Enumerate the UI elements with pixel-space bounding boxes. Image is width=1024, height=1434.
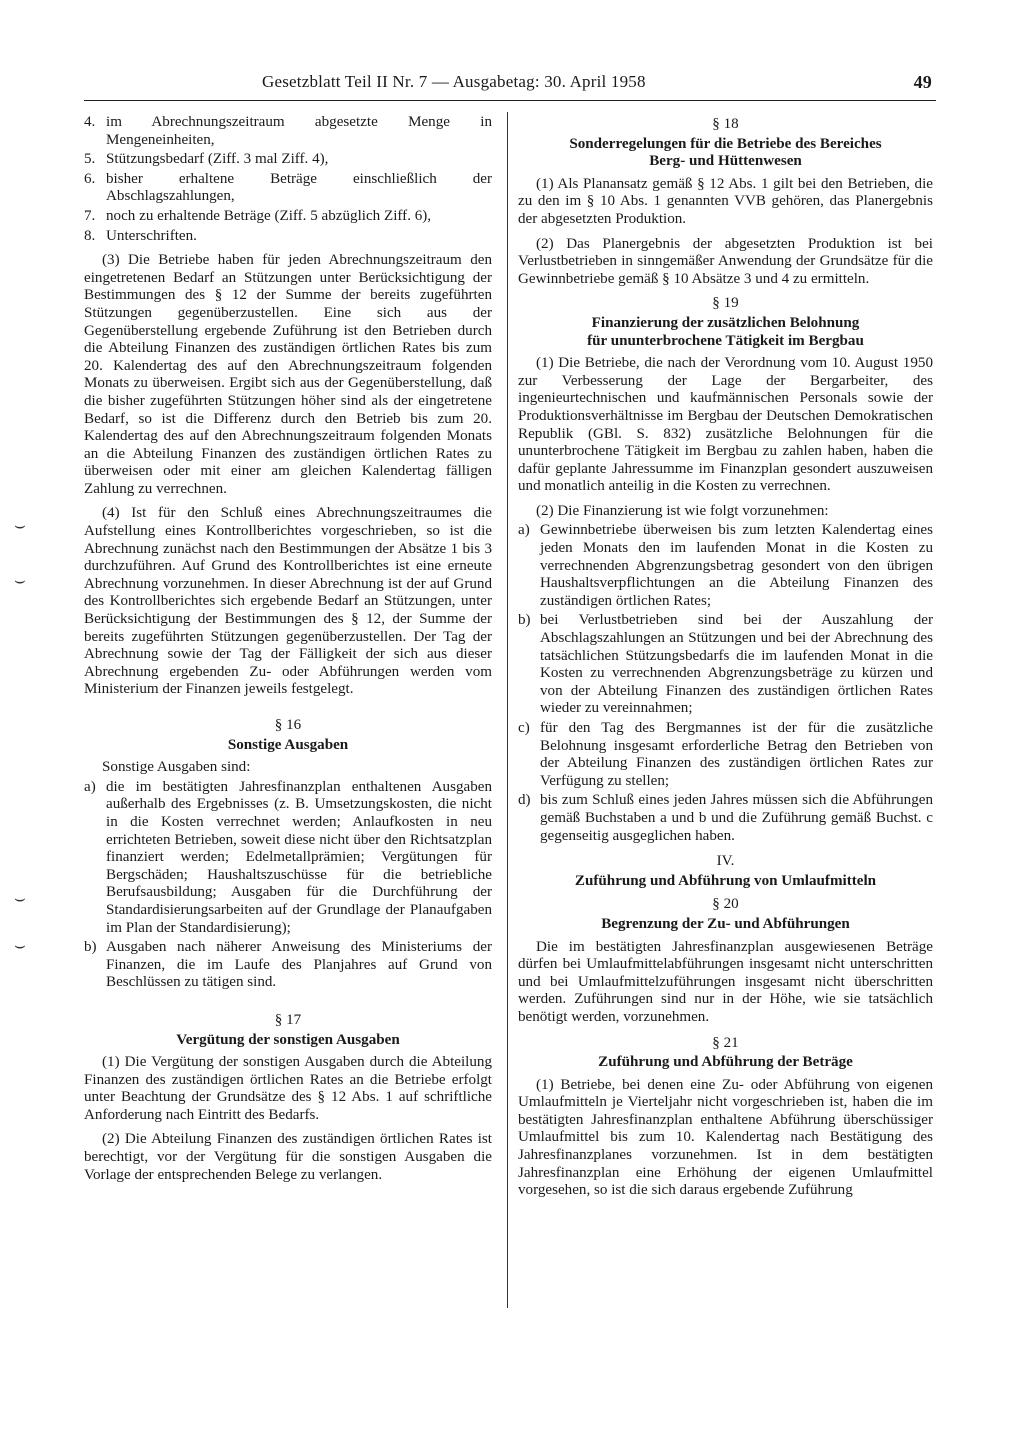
item-label: d) [518, 792, 531, 809]
section-19-item-a [518, 522, 933, 610]
section-17-number: § 17 [274, 1011, 302, 1028]
item-label: b) [518, 612, 531, 629]
item-text: die im bestätigten Jahresfinanzplan enthaltenen Ausgaben außerhalb des Ergebnisses (z. B. Umsetzungskosten, die nicht in die Kosten verrechnet werden; Anlaufkosten in neu errichteten Betrieben, soweit diese nicht über den Richtsatzplan finanziert werden; Edelmetallprämien; Vergütungen für Bergschäden; Haushaltszuschüsse für die betriebliche Berufsausbildung; Ausgaben für die Durchführung der Standardisierungsarbeiten auf der Grundlage der Planaufgaben im Plan der Standardisierung); [106, 778, 492, 936]
section-21-title: Zuführung und Abführung der Beträge [598, 1054, 853, 1071]
margin-mark: ⌣ [14, 935, 26, 955]
list-item-number: 6. [84, 170, 96, 187]
item-label: c) [518, 720, 530, 736]
section-20-paragraph: Die im bestätigten Jahresfinanzplan ausgewiesenen Beträge dürfen bei Umlaufmittelabführungen insgesamt nicht unterschritten und bei Umlaufmittelzuführungen insgesamt nicht überschritten werden. Zuführungen sind nur in der Höhe, wie sie tatsächlich benötigt werden, vorzunehmen. [518, 938, 933, 1025]
section-18-paragraph-2: (2) Das Planergebnis der abgesetzten Produktion ist bei Verlustbetrieben in sinngemäßer Anwendung der Grundsätze für die Gewinnbetriebe gemäß § 10 Absätze 3 und 4 zu ermitteln. [518, 235, 933, 287]
paragraph-3: (3) Die Betriebe haben für jeden Abrechnungszeitraum den eingetretenen Bedarf an Stützungen unter Berücksichtigung der Bestimmungen des § 12 der Summe der bereits zugeführten Stützungen gegenüberzustellen. Eine sich aus der Gegenüberstellung ergebende Zuführung ist den Betrieben durch die Abteilung Finanzen des zuständigen örtlichen Rates bis zum 20. Kalendertag des auf den Abrechnungszeitraum folgenden Monats zu überweisen. Ergibt sich aus der Gegenüberstellung, daß die bisher zugeführten Stützungen höher sind als der eingetretene Bedarf, so ist die Differenz durch den Betrieb bis zum 20. Kalendertag des auf den Abrechnungszeitraum folgenden Monats an die Abteilung Finanzen des zuständigen örtlichen Rates zu überweisen oder mit einer am gleichen Kalendertag fälligen Zahlung zu verrechnen. [84, 252, 492, 497]
section-19-item-c [518, 720, 933, 790]
section-18-title-line-2: Berg- und Hüttenwesen [649, 153, 802, 170]
item-text: bis zum Schluß eines jeden Jahres müssen sich die Abführungen gemäß Buchstaben a und b und die Zuführung gemäß Buchst. c gegenseitig ausgeglichen haben. [540, 792, 933, 844]
margin-mark: ⌣ [14, 515, 26, 535]
section-19-paragraph-1: (1) Die Betriebe, die nach der Verordnung vom 10. August 1950 zur Verbesserung der Lage der Bergarbeiter, des ingenieurtechnischen und kaufmännischen Personals sowie der Produktionsverhältnisse im Bergbau der Deutschen Demokratischen Republik (GBl. S. 832) zusätzliche Belohnungen für die ununterbrochene Tätigkeit im Bergbau zu zahlen haben, haben die dafür geplante Jahressumme im Finanzplan gesondert auszuweisen und monatlich anteilig in die Kosten zu verrechnen. [518, 355, 933, 495]
page-number: 49 [913, 72, 932, 92]
section-20-number: § 20 [712, 896, 739, 913]
list-item [84, 171, 492, 206]
item-text: für den Tag des Bergmannes ist der für die zusätzliche Belohnung insgesamt erforderliche Betrag den Betrieben von der Abteilung Finanzen des zuständigen örtlichen Rates zur Verfügung zu stellen; [540, 720, 933, 789]
section-19-number: § 19 [712, 295, 739, 312]
page-header [84, 72, 936, 98]
section-16-item-a [84, 779, 492, 937]
item-label: b) [84, 939, 97, 956]
list-item-text: Unterschriften. [106, 227, 197, 244]
list-item-text: Stützungsbedarf (Ziff. 3 mal Ziff. 4), [106, 151, 329, 168]
list-item [84, 208, 492, 226]
list-item-text: im Abrechnungszeitraum abgesetzte Menge in Mengeneinheiten, [106, 114, 492, 148]
left-column [84, 114, 492, 1191]
margin-mark: ⌣ [14, 570, 26, 590]
section-18-number: § 18 [712, 116, 739, 132]
section-19-item-b [518, 612, 933, 718]
right-column [518, 114, 933, 1207]
section-21-paragraph-1: (1) Betriebe, bei denen eine Zu- oder Abführung von eigenen Umlaufmitteln je Vierteljahr nicht vorgeschrieben ist, haben die im bestätigten Jahresfinanzplan enthaltene Abführung überschüssiger Umlaufmittel bis zum 10. Kalendertag nach Bestätigung des Jahresfinanzplanes vorzunehmen. Ist in dem bestätigten Jahresfinanzplan eine Erhöhung der eigenen Umlaufmittel vorgesehen, so ist die sich daraus ergebende Zuführung [518, 1076, 933, 1199]
paragraph-4: (4) Ist für den Schluß eines Abrechnungszeitraumes die Aufstellung eines Kontrollberichtes vorgeschrieben, so ist die Abrechnung zunächst nach den Bestimmungen der Absätze 1 bis 3 durchzuführen. Auf Grund des Kontrollberichtes ist eine erneute Abrechnung vorzunehmen. In dieser Abrechnung ist der auf Grund des Kontrollberichtes sich ergebende Bedarf an Stützungen, unter Berücksichtigung der Bestimmungen des § 12, der Summe der bereits zugeführten Stützungen gegenüberzustellen. Der Tag der Abrechnung sowie der Tag der Fälligkeit der sich aus dieser Abrechnung ergebenden Zu- oder Abführungen werden vom Ministerium der Finanzen jeweils festgelegt. [84, 505, 492, 698]
section-19-title-line-2: für ununterbrochene Tätigkeit im Bergbau [587, 332, 864, 349]
section-16-number: § 16 [274, 717, 302, 733]
item-text: bei Verlustbetrieben sind bei der Auszahlung der Abschlagszahlungen an Stützungen und bei der Abrechnung des tatsächlichen Stützungsbedarfs die im laufenden Monat in die Kosten zu verrechnenden Abgrenzungsbeträge zu kürzen und von der Abteilung Finanzen des zuständigen örtlichen Rates wieder zu vereinnahmen; [540, 612, 933, 717]
list-item-number: 8. [84, 227, 96, 244]
item-text: Ausgaben nach näherer Anweisung des Ministeriums der Finanzen, die im Laufe des Planjahres auf Grund von Beschlüssen zu tätigen sind. [106, 939, 492, 991]
section-17-paragraph-1: (1) Die Vergütung der sonstigen Ausgaben durch die Abteilung Finanzen des zuständigen örtlichen Rates an die Betriebe erfolgt unter Beachtung der Grundsätze des § 12 Abs. 1 auf schriftliche Anforderung nach Eintritt des Bedarfs. [84, 1054, 492, 1123]
list-item-text: bisher erhaltene Beträge einschließlich der Abschlagszahlungen, [106, 170, 492, 205]
item-label: a) [84, 778, 96, 795]
section-17-title: Vergütung der sonstigen Ausgaben [176, 1031, 400, 1048]
section-20-title: Begrenzung der Zu- und Abführungen [601, 915, 850, 932]
list-item [84, 151, 492, 169]
list-item [84, 228, 492, 246]
section-18-title-line-1: Sonderregelungen für die Betriebe des Bereiches [569, 135, 882, 152]
list-item [84, 114, 492, 149]
item-text: Gewinnbetriebe überweisen bis zum letzten Kalendertag eines jeden Monats den im laufenden Monat in die Kosten zu verrechnenden Abgrenzungsbetrag gesondert von den übrigen Haushaltsverpflichtungen an die Abteilung Finanzen des zuständigen örtlichen Rates; [540, 522, 933, 609]
section-17-paragraph-2: (2) Die Abteilung Finanzen des zuständigen örtlichen Rates ist berechtigt, vor der Vergütung für die sonstigen Ausgaben die Vorlage der entsprechenden Belege zu verlangen. [84, 1131, 492, 1183]
column-divider [507, 112, 508, 1308]
section-21-number: § 21 [712, 1034, 739, 1051]
item-label: a) [518, 522, 530, 539]
section-19-item-d [518, 792, 933, 845]
section-19-paragraph-2-lead: (2) Die Finanzierung ist wie folgt vorzunehmen: [536, 502, 829, 519]
section-19-title-line-1: Finanzierung der zusätzlichen Belohnung [591, 314, 860, 331]
section-16-item-b [84, 939, 492, 992]
header-rule [84, 100, 936, 101]
section-18-paragraph-1: (1) Als Planansatz gemäß § 12 Abs. 1 gilt bei den Betrieben, die zu den im § 10 Abs. 1 genannten VVB gehören, das Planergebnis der abgesetzten Produktion. [518, 175, 933, 227]
list-item-number: 5. [84, 151, 96, 168]
list-item-number: 4. [84, 114, 96, 130]
list-item-text: noch zu erhaltende Beträge (Ziff. 5 abzüglich Ziff. 6), [106, 207, 432, 224]
list-item-number: 7. [84, 207, 96, 224]
section-16-title: Sonstige Ausgaben [227, 736, 349, 753]
section-16-lead: Sonstige Ausgaben sind: [102, 759, 251, 776]
part-4-title: Zuführung und Abführung von Umlaufmitteln [574, 872, 877, 889]
part-4-number: IV. [716, 853, 735, 870]
header-title: Gesetzblatt Teil II Nr. 7 — Ausgabetag: 30. April 1958 [262, 72, 646, 91]
margin-mark: ⌣ [14, 888, 26, 908]
